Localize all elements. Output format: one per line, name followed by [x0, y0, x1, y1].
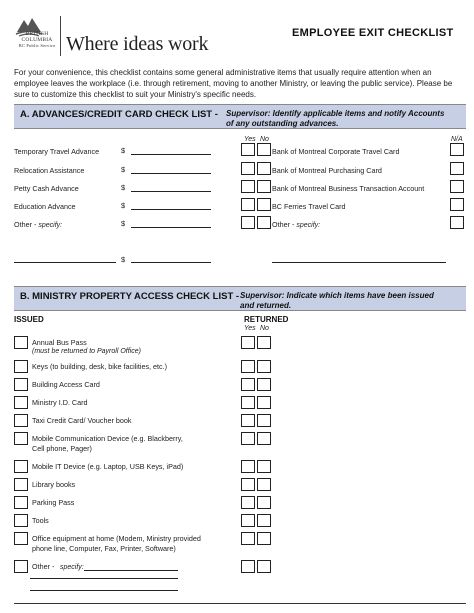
issued-checkbox[interactable] — [14, 336, 28, 349]
issued-checkbox[interactable] — [14, 532, 28, 545]
card-other-field[interactable] — [272, 262, 446, 263]
advance-label: Relocation Assistance — [14, 166, 85, 175]
returned-yes-checkbox[interactable] — [241, 360, 255, 373]
advance-label: Petty Cash Advance — [14, 184, 79, 193]
item-label: Mobile Communication Device (e.g. Blackberry, — [32, 434, 183, 443]
item-label: Ministry I.D. Card — [32, 398, 88, 407]
bottom-rule — [14, 603, 466, 604]
other-specify-field[interactable] — [14, 262, 116, 263]
col-no: No — [260, 136, 269, 143]
yes-checkbox[interactable] — [241, 143, 255, 156]
yes-checkbox[interactable] — [241, 180, 255, 193]
na-checkbox[interactable] — [450, 198, 464, 211]
returned-no-checkbox[interactable] — [257, 378, 271, 391]
item-label: Annual Bus Pass — [32, 338, 87, 347]
logo-line1: BRITISH — [25, 31, 49, 37]
amount-field[interactable] — [131, 262, 211, 263]
page-title: EMPLOYEE EXIT CHECKLIST — [292, 27, 454, 39]
returned-no-checkbox[interactable] — [257, 414, 271, 427]
amount-field[interactable] — [131, 191, 211, 192]
item-label: Library books — [32, 480, 76, 489]
item-label-continued: Cell phone, Pager) — [32, 444, 92, 453]
issued-checkbox[interactable] — [14, 514, 28, 527]
logo-line2: COLUMBIA — [21, 37, 53, 43]
returned-yes-checkbox[interactable] — [241, 432, 255, 445]
no-checkbox[interactable] — [257, 180, 271, 193]
advance-other-label: Other - specify: — [14, 220, 63, 229]
no-checkbox[interactable] — [257, 162, 271, 175]
advance-label: Temporary Travel Advance — [14, 147, 100, 156]
section-a-note-2: of any outstanding advances. — [226, 119, 339, 128]
returned-no-checkbox[interactable] — [257, 336, 271, 349]
returned-no-checkbox[interactable] — [257, 478, 271, 491]
currency-sign: $ — [121, 201, 126, 210]
amount-field[interactable] — [131, 154, 211, 155]
item-label: Building Access Card — [32, 380, 100, 389]
advance-label: Education Advance — [14, 202, 76, 211]
logo-line3: BC Public Service — [18, 43, 56, 48]
no-checkbox[interactable] — [257, 143, 271, 156]
issued-checkbox[interactable] — [14, 378, 28, 391]
item-label: Office equipment at home (Modem, Ministry provided — [32, 534, 201, 543]
item-label: Mobile IT Device (e.g. Laptop, USB Keys, iPad) — [32, 462, 184, 471]
returned-yes-checkbox[interactable] — [241, 532, 255, 545]
returned-yes-checkbox[interactable] — [241, 460, 255, 473]
card-label: Bank of Montreal Corporate Travel Card — [272, 147, 400, 156]
na-checkbox[interactable] — [450, 180, 464, 193]
section-b-note-1: Supervisor: Indicate which items have been issued — [240, 291, 434, 300]
issued-checkbox[interactable] — [14, 432, 28, 445]
other-specify-field[interactable] — [84, 570, 178, 571]
section-a-header — [14, 104, 466, 129]
item-label: Keys (to building, desk, bike facilities, etc.) — [32, 362, 168, 371]
other-specify-wrap — [60, 562, 84, 571]
section-a-note-1: Supervisor: Identify applicable items and notify Accounts — [226, 109, 445, 118]
currency-sign: $ — [121, 219, 126, 228]
returned-yes-checkbox[interactable] — [241, 336, 255, 349]
returned-no-checkbox[interactable] — [257, 460, 271, 473]
returned-yes-checkbox[interactable] — [241, 514, 255, 527]
other-specify-line-3[interactable] — [30, 590, 178, 591]
col-no: No — [260, 325, 269, 332]
returned-no-checkbox[interactable] — [257, 514, 271, 527]
other-specify-label: specify: — [60, 564, 84, 571]
card-label: Bank of Montreal Business Transaction Account — [272, 184, 425, 193]
card-other-label: Other - specify: — [272, 220, 321, 229]
other-specify-line-2[interactable] — [30, 578, 178, 579]
returned-yes-checkbox[interactable] — [241, 378, 255, 391]
col-na: N/A — [451, 136, 463, 143]
returned-no-checkbox[interactable] — [257, 496, 271, 509]
item-label: Other - — [32, 562, 55, 571]
tagline: Where ideas work — [66, 33, 209, 55]
returned-yes-checkbox[interactable] — [241, 414, 255, 427]
issued-checkbox[interactable] — [14, 360, 28, 373]
returned-no-checkbox[interactable] — [257, 360, 271, 373]
section-b-note-2: and returned. — [240, 301, 292, 310]
card-label: BC Ferries Travel Card — [272, 202, 346, 211]
issued-checkbox[interactable] — [14, 414, 28, 427]
currency-sign: $ — [121, 183, 126, 192]
returned-no-checkbox[interactable] — [257, 560, 271, 573]
col-yes: Yes — [244, 136, 256, 143]
issued-checkbox[interactable] — [14, 496, 28, 509]
item-label: Taxi Credit Card/ Voucher book — [32, 416, 132, 425]
item-label: Tools — [32, 516, 49, 525]
no-checkbox[interactable] — [257, 198, 271, 211]
issued-checkbox[interactable] — [14, 396, 28, 409]
issued-heading: ISSUED — [14, 315, 44, 324]
issued-checkbox[interactable] — [14, 478, 28, 491]
item-sublabel: (must be returned to Payroll Office) — [32, 348, 141, 355]
issued-checkbox[interactable] — [14, 560, 28, 573]
returned-no-checkbox[interactable] — [257, 396, 271, 409]
no-checkbox[interactable] — [257, 216, 271, 229]
na-checkbox[interactable] — [450, 162, 464, 175]
section-b-header — [14, 286, 466, 311]
returned-yes-checkbox[interactable] — [241, 560, 255, 573]
item-label: Parking Pass — [32, 498, 75, 507]
logo-divider — [60, 16, 61, 56]
returned-no-checkbox[interactable] — [257, 532, 271, 545]
yes-checkbox[interactable] — [241, 198, 255, 211]
currency-sign: $ — [121, 165, 126, 174]
section-a-title: A. ADVANCES/CREDIT CARD CHECK LIST - — [20, 109, 218, 120]
intro-paragraph: For your convenience, this checklist contains some general administrative items that usually require attention when an employee leaves the workplace (i.e. through retirement, moving to another Ministry, or leaving the public service). Please be sure to customize this checklist to suit your Ministry's specific needs. — [14, 68, 453, 99]
yes-checkbox[interactable] — [241, 216, 255, 229]
returned-heading: RETURNED — [244, 315, 289, 324]
amount-field[interactable] — [131, 227, 211, 228]
na-checkbox[interactable] — [450, 216, 464, 229]
amount-field[interactable] — [131, 209, 211, 210]
logo-wordmark — [14, 31, 60, 49]
currency-sign: $ — [121, 255, 126, 264]
issued-checkbox[interactable] — [14, 460, 28, 473]
amount-field[interactable] — [131, 173, 211, 174]
col-yes: Yes — [244, 325, 256, 332]
returned-yes-checkbox[interactable] — [241, 396, 255, 409]
item-label-continued: phone line, Computer, Fax, Printer, Software) — [32, 544, 176, 553]
na-checkbox[interactable] — [450, 143, 464, 156]
returned-no-checkbox[interactable] — [257, 432, 271, 445]
section-b-title: B. MINISTRY PROPERTY ACCESS CHECK LIST - — [20, 291, 240, 302]
currency-sign: $ — [121, 146, 126, 155]
yes-checkbox[interactable] — [241, 162, 255, 175]
returned-yes-checkbox[interactable] — [241, 496, 255, 509]
returned-yes-checkbox[interactable] — [241, 478, 255, 491]
card-label: Bank of Montreal Purchasing Card — [272, 166, 382, 175]
